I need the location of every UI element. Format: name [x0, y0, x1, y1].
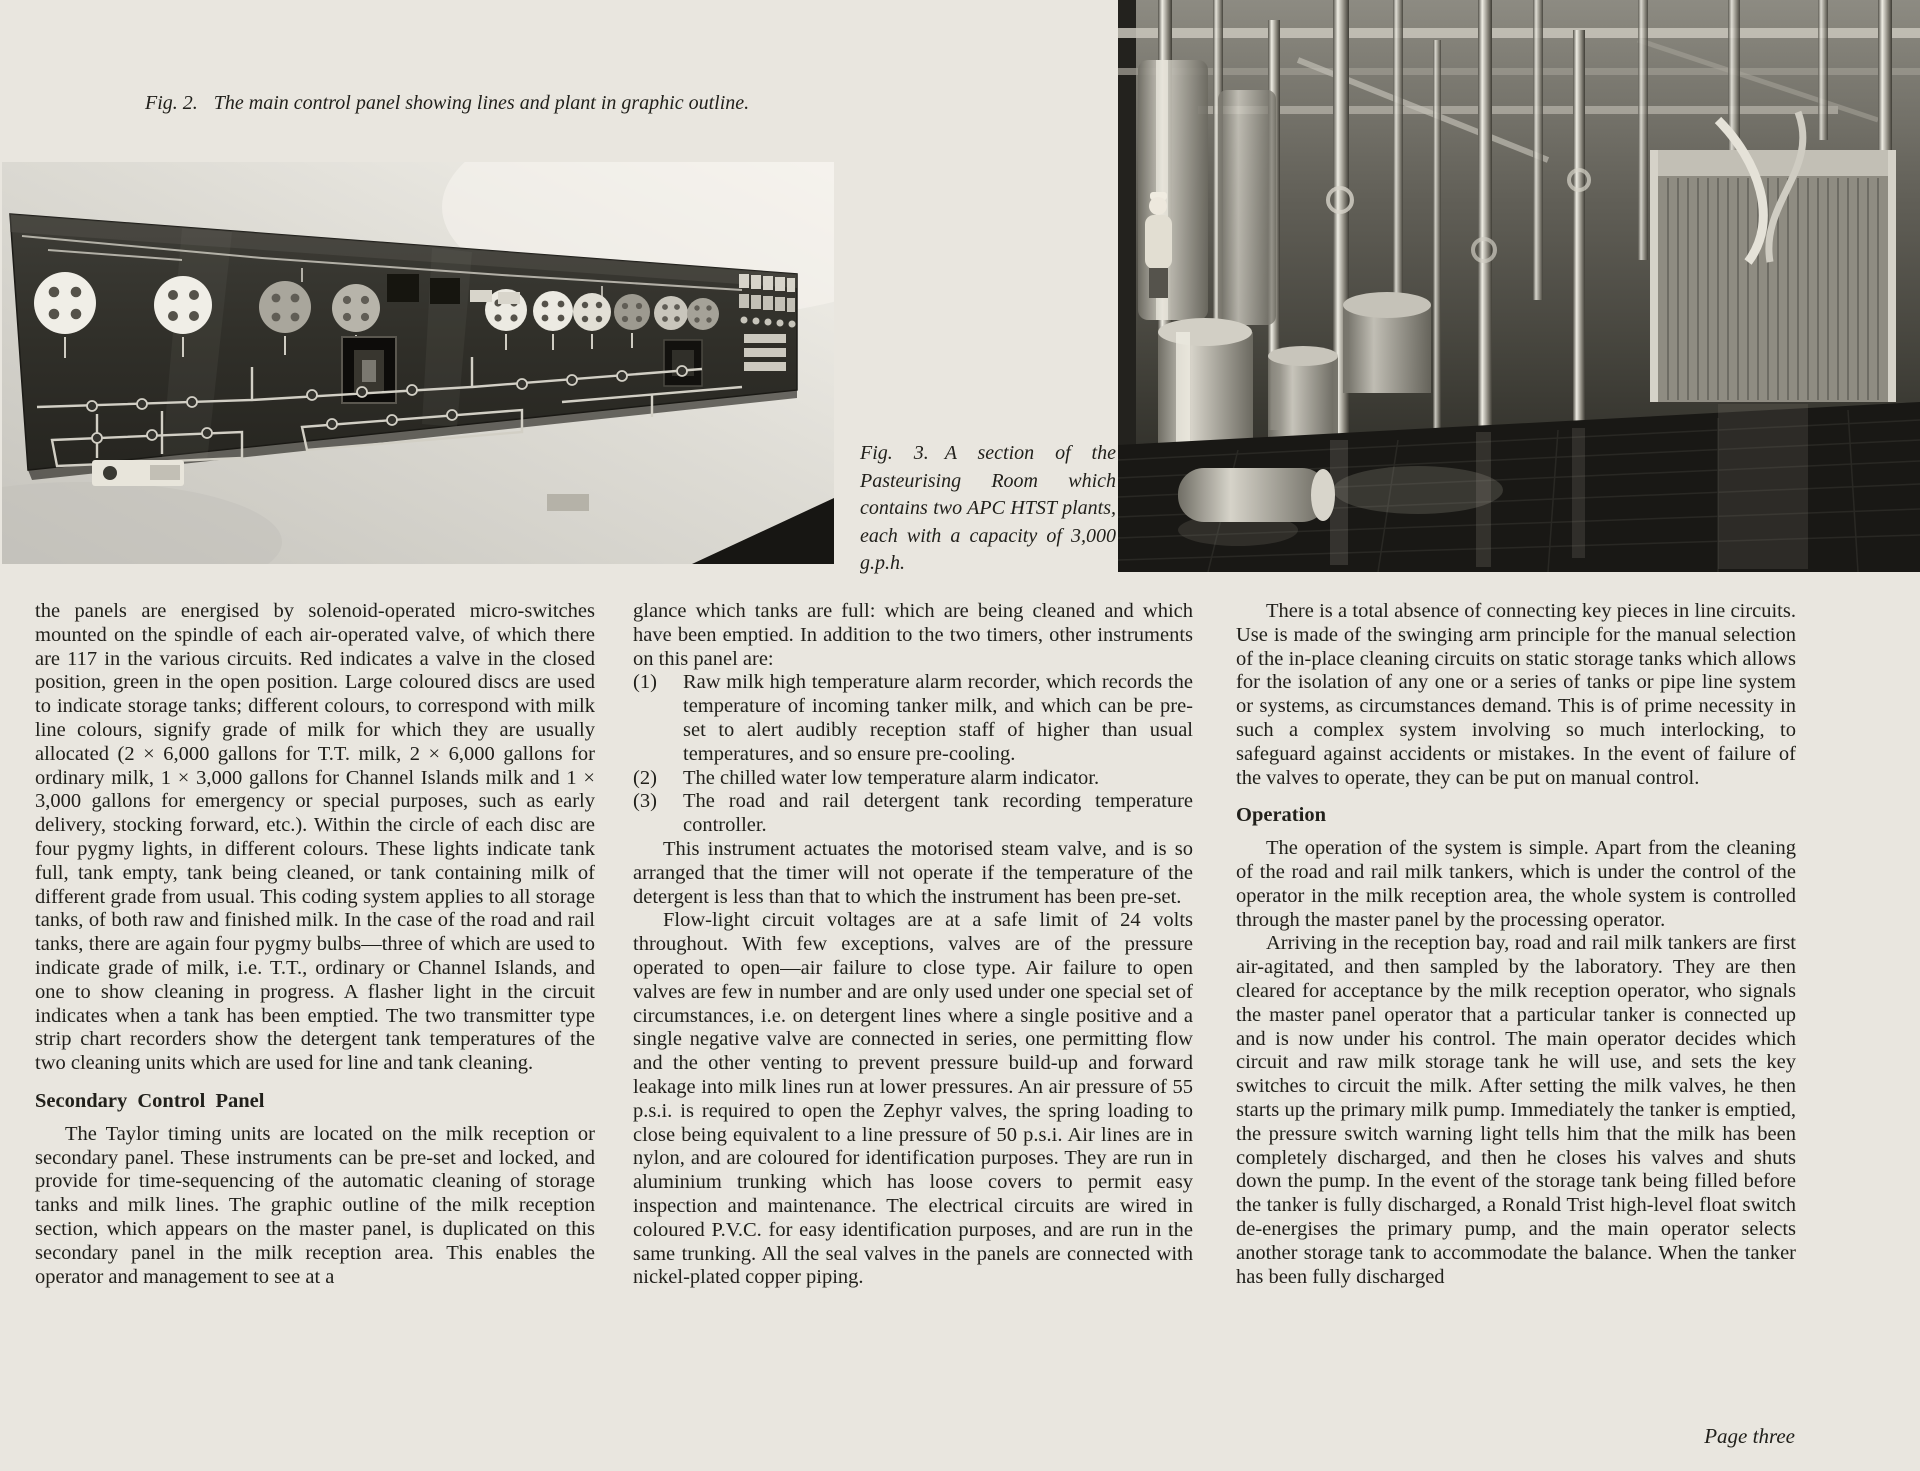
section-heading-operation: Operation [1236, 804, 1326, 827]
figure2-photo [2, 162, 834, 564]
wall-label [547, 494, 589, 511]
text-column-1 [35, 600, 595, 1289]
list-item-text: The road and rail detergent tank recording temperature controller. [683, 790, 1193, 837]
numbered-list-item [633, 790, 1193, 838]
list-item-text: Raw milk high temperature alarm recorder, which records the temperature of incoming tanker milk, and which can be pre-set to alert audibly reception staff of higher than usual temperatures, and so ensure pre-cooling. [683, 671, 1193, 765]
figure2-caption-label: Fig. 2. [145, 92, 198, 114]
text-column-2 [633, 600, 1193, 1290]
control-panel-photo-illustration [2, 162, 834, 564]
body-paragraph: The operation of the system is simple. Apart from the cleaning of the road and rail milk tankers, which is under the control of the operator in the milk reception area, the whole system is controlled through the master panel by the processing operator. [1236, 837, 1796, 931]
figure3-caption-text: A section of the Pasteurising Room which contains two APC HTST plants, each with a capacity of 3,000 g.p.h. [860, 442, 1116, 574]
fallen-churn [1178, 468, 1335, 522]
body-paragraph: There is a total absence of connecting key pieces in line circuits. Use is made of the swinging arm principle for the manual selection of the in-place cleaning circuits on static storage tanks which allows for the isolation of any one or a series of tanks or pipe line system or systems, as circumstances demand. This is of prime necessity in such a complex system involving so much interlocking, to safeguard against accidents or mistakes. In the event of failure of the valves to operate, they can be put on manual control. [1236, 600, 1796, 789]
panel-bottom-unit [92, 460, 184, 486]
pasteurising-room-photo-illustration [1118, 0, 1920, 572]
list-item-text: The chilled water low temperature alarm indicator. [683, 766, 1100, 789]
list-item-number: (1) [633, 671, 657, 694]
list-item-number: (2) [633, 766, 657, 789]
page-number: Page three [1704, 1424, 1795, 1448]
body-paragraph: the panels are energised by solenoid-operated micro-switches mounted on the spindle of each air-operated valve, of which there are 117 in the various circuits. Red indicates a valve in the closed position, green in the open position. Large coloured discs are used to indicate storage tanks; different colours, to correspond with milk line colours, signify grade of milk for which they are usually allocated (2 × 6,000 gallons for T.T. milk, 2 × 6,000 gallons for ordinary milk, 1 × 3,000 gallons for Channel Islands milk and 1 × 3,000 gallons for emergency or special purposes, such as early delivery, stocking forward, etc.). Within the circle of each disc are four pygmy lights, in different colours. These lights indicate tank full, tank empty, tank being cleaned, or tank containing milk of different grade from usual. This coding system applies to all storage tanks, of both raw and finished milk. In the case of the road and rail tanks, there are again four pygmy bulbs—three of which are used to indicate grade of milk, i.e. T.T., ordinary or Channel Islands, and one to show cleaning in progress. A flasher light in the circuit indicates when a tank has been emptied. The two transmitter type strip chart recorders show the detergent tank temperatures of the two cleaning units which are used for line and tank cleaning. [35, 600, 595, 1075]
figure3-photo [1118, 0, 1920, 572]
section-heading-secondary-control-panel: Secondary Control Panel [35, 1089, 265, 1112]
body-paragraph: Arriving in the reception bay, road and rail milk tankers are first air-agitated, and then sampled by the laboratory. They are then cleared for acceptance by the milk reception operator, who signals the master panel operator that a particular tanker is connected up and is now under his control. The main operator decides which circuit and raw milk storage tank he will use, and sets the key switches to circuit the milk. After setting the milk valves, he then starts up the primary milk pump. Immediately the tanker is emptied, the pressure switch warning light tells him that the milk has been completely discharged, and then he closes his valves and shuts down the pump. In the event of the storage tank being filled before the tanker is fully discharged, a Ronald Trist high-level float switch de-energises the primary pump, and the main operator selects another storage tank to accommodate the balance. When the tanker has been fully discharged [1236, 932, 1796, 1288]
figure3-caption [860, 440, 1116, 578]
body-paragraph: This instrument actuates the motorised steam valve, and is so arranged that the timer will not operate if the temperature of the detergent is less than that to which the instrument has been pre-set. [633, 837, 1193, 908]
figure2-caption [145, 90, 905, 116]
numbered-list-item [633, 671, 1193, 766]
body-paragraph: glance which tanks are full: which are being cleaned and which have been emptied. In addition to the two timers, other instruments on this panel are: [633, 600, 1193, 670]
list-item-number: (3) [633, 790, 657, 813]
plate-heat-exchanger [1650, 112, 1896, 402]
figure3-caption-label: Fig. 3. [860, 442, 929, 464]
figure2-caption-text: The main control panel showing lines and plant in graphic outline. [213, 92, 750, 114]
body-paragraph: Flow-light circuit voltages are at a safe limit of 24 volts throughout. With few exceptions, valves are of the pressure operated to open—air failure to close type. Air failure to open valves are few in number and are only used under one special set of circumstances, i.e. on detergent lines where a single positive and a single negative valve are connected in series, one permitting flow and the other venting to prevent pressure build-up and forward leakage into milk lines run at lower pressures. An air pressure of 55 p.s.i. is required to open the Zephyr valves, the spring loading to close being equivalent to a line pressure of 50 p.s.i. Air lines are in nylon, and are coloured for identification purposes. They are run in aluminium trunking which has loose covers to permit easy inspection and maintenance. The electrical circuits are wired in coloured P.V.C. for easy identification purposes, and are run in the same trunking. All the seal valves in the panels are connected with nickel-plated copper piping. [633, 909, 1193, 1289]
numbered-list-item [633, 767, 1193, 791]
mid-kettle [1343, 292, 1431, 393]
text-column-3 [1236, 600, 1796, 1289]
body-paragraph: The Taylor timing units are located on the milk reception or secondary panel. These instruments can be pre-set and locked, and provide for time-sequencing of the automatic cleaning of storage tanks and milk lines. The graphic outline of the milk reception section, which appears on the master panel, is duplicated on this secondary panel in the milk reception area. This enables the operator and management to see at a [35, 1122, 595, 1288]
